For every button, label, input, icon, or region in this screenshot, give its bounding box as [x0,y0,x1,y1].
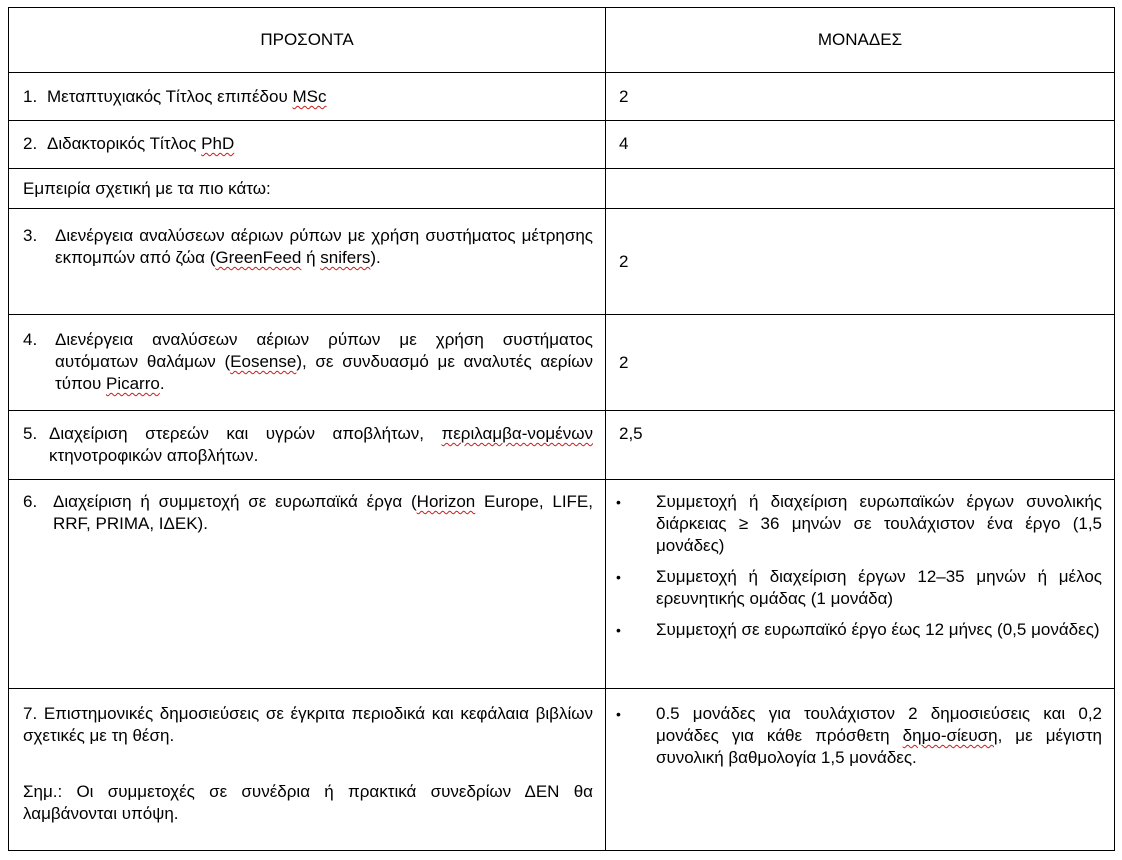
points-cell: 2 [606,73,1115,121]
criteria-text-part: Διαχείριση ή συμμετοχή σε ευρωπαϊκά έργα ( [53,492,417,511]
points-cell: 2 [606,209,1115,315]
row-number: 1. [23,87,38,106]
criteria-cell [9,73,606,121]
spellcheck-word: περιλαμβα-νομένων [441,424,593,443]
criteria-text: Διδακτορικός Τίτλος [47,134,202,153]
spellcheck-word: δημο-σίευση [902,726,998,745]
points-cell [606,169,1115,209]
list-item [610,619,1102,641]
criteria-cell [9,689,606,851]
criteria-text-part: ), σε συνδυασμό με αναλυτές αερίων τύπου [55,352,593,393]
row-number: 2. [23,134,38,153]
list-item [610,703,1102,769]
bullet-icon: • [616,494,621,510]
points-cell: 2,5 [606,411,1115,480]
criteria-text: Μεταπτυχιακός Τίτλος επιπέδου [47,87,293,106]
criteria-cell [9,411,606,480]
spellcheck-word: snifers [320,248,371,267]
bullet-text-part: , με μέγιστη συνολική βαθμολογία 1,5 μονάδες. [656,726,1103,767]
header-row [9,8,1115,73]
criteria-cell [9,480,606,689]
bullet-icon: • [616,706,621,722]
table-row [9,121,1115,169]
criteria-text-part: ή [301,248,321,267]
criteria-text [53,491,593,535]
spellcheck-word: GreenFeed [215,248,302,267]
spellcheck-word: PhD [201,134,235,153]
bullet-text: Συμμετοχή ή διαχείριση ευρωπαϊκών έργων συνολικής διάρκειας ≥ 36 μηνών σε τουλάχιστον ένα έργο (1,5 μονάδες) [656,492,1102,555]
row-number: 3. [23,226,38,245]
experience-heading: Εμπειρία σχετική με τα πιο κάτω: [9,169,606,209]
row-number: 5. [23,424,38,443]
criteria-cell [9,209,606,315]
points-bullet-list [610,491,1102,641]
criteria-text-part: Διενέργεια αναλύσεων αέριων ρύπων με χρήση συστήματος αυτόματων θαλάμων ( [55,330,593,371]
criteria-cell [9,315,606,411]
qualifications-table [8,7,1115,851]
table-row [9,411,1115,480]
table-row [9,689,1115,851]
criteria-text-part: κτηνοτροφικών αποβλήτων. [49,446,259,465]
table-row [9,315,1115,411]
spacer [23,747,593,781]
bullet-text: Συμμετοχή ή διαχείριση έργων 12–35 μηνών ή μέλος ερευνητικής ομάδας (1 μονάδα) [656,567,1102,608]
table-row [9,73,1115,121]
table-row [9,209,1115,315]
list-item [610,491,1102,557]
bullet-icon: • [616,622,621,638]
bullet-text-part: 0.5 μονάδες για τουλάχιστον 2 δημοσιεύσεις και 0,2 μονάδες για κάθε πρόσθετη [656,704,1102,745]
criteria-text [49,423,593,467]
criteria-text-part: Διενέργεια αναλύσεων αέριων ρύπων με χρήση συστήματος μέτρησης εκπομπών από ζώα ( [55,226,593,267]
spellcheck-word: Eosense [230,352,297,371]
points-bullet-list [610,703,1102,769]
criteria-text [55,329,593,395]
criteria-text-part: Europe, LIFE, RRF, PRIMA, ΙΔΕΚ). [53,492,593,533]
bullet-text: Συμμετοχή σε ευρωπαϊκό έργο έως 12 μήνες (0,5 μονάδες) [656,620,1100,639]
points-cell [606,480,1115,689]
header-criteria: ΠΡΟΣΟΝΤΑ [9,8,606,73]
criteria-text-part: Διαχείριση στερεών και υγρών αποβλήτων, [49,424,442,443]
header-points: ΜΟΝΑΔΕΣ [606,8,1115,73]
bullet-text [656,703,1102,769]
criteria-text [55,225,593,269]
criteria-text: 7. Επιστημονικές δημοσιεύσεις σε έγκριτα περιοδικά και κεφάλαια βιβλίων σχετικές με τη θέση. [23,704,593,745]
table-row [9,480,1115,689]
criteria-note: Σημ.: Οι συμμετοχές σε συνέδρια ή πρακτικά συνεδρίων ΔΕΝ θα λαμβάνονται υπόψη. [23,782,593,823]
table-row [9,169,1115,209]
criteria-text-part: . [159,374,165,393]
spellcheck-word: Picarro [105,374,160,393]
points-cell: 2 [606,315,1115,411]
list-item [610,566,1102,610]
criteria-text-part: ). [370,248,381,267]
points-cell: 4 [606,121,1115,169]
row-number: 4. [23,330,38,349]
points-cell [606,689,1115,851]
spellcheck-word: MSc [292,87,327,106]
spellcheck-word: Horizon [416,492,476,511]
bullet-icon: • [616,569,621,585]
row-number: 6. [23,492,38,511]
criteria-cell [9,121,606,169]
